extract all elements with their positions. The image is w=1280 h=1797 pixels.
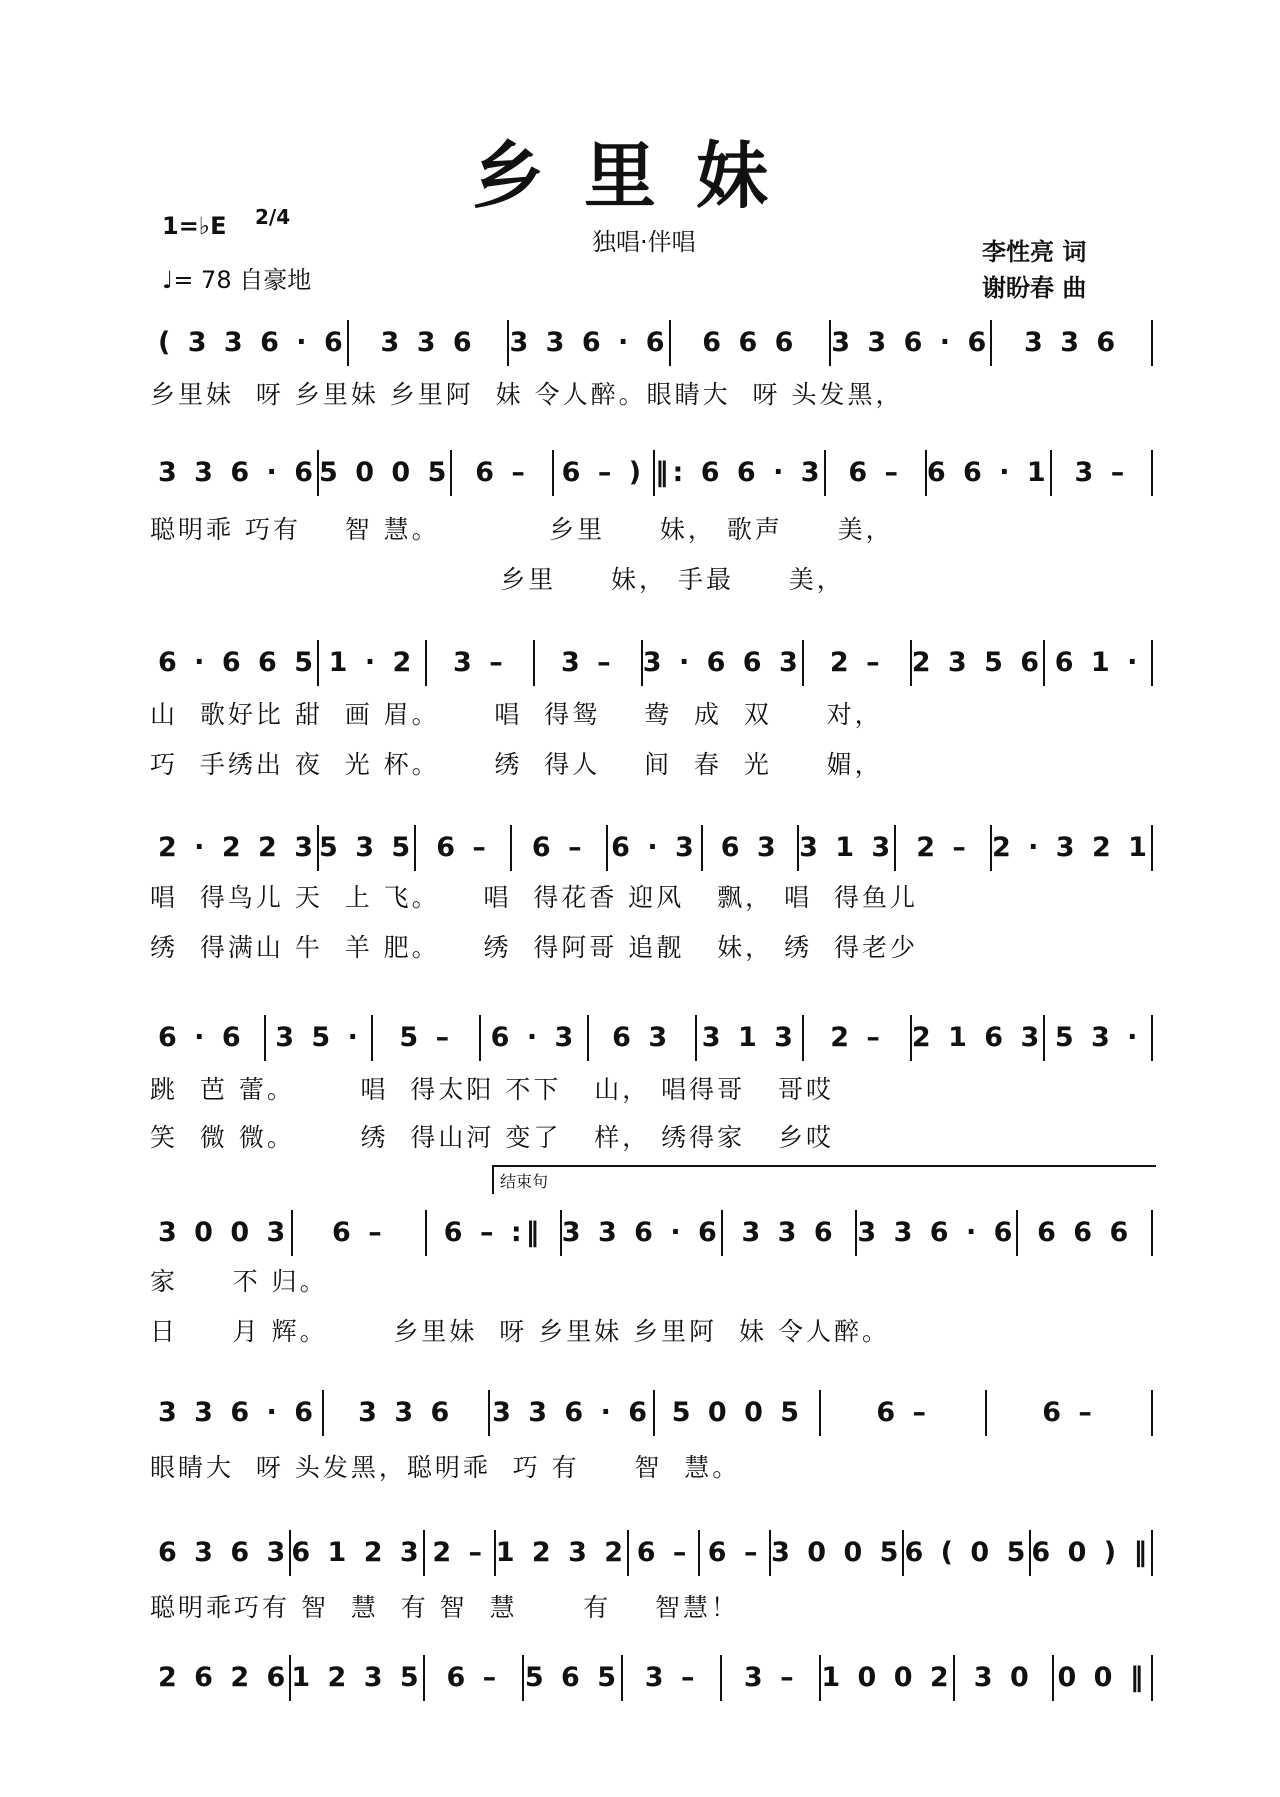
lyricist-credit: 李性亮 词 <box>982 238 1087 266</box>
measure: 6 – <box>987 1390 1153 1436</box>
lyric-line: 乡里 妹， 手最 美， <box>150 565 845 594</box>
measure: 6 · 3 <box>608 825 704 871</box>
measure: 1 2 3 5 <box>291 1655 424 1701</box>
lyric-line: 乡里妹 呀 乡里妹 乡里阿 妹 令人醉。眼睛大 呀 头发黑， <box>150 380 904 409</box>
measure: 1 · 2 <box>319 640 427 686</box>
measure: 2 – <box>804 640 912 686</box>
tempo-marking: ♩= 78 自豪地 <box>162 266 312 294</box>
measure: 6 1 · <box>1045 640 1153 686</box>
measure: 6 – :‖ <box>427 1210 562 1256</box>
measure: 3 – <box>623 1655 722 1701</box>
lyric-line: 聪明乖 巧有 智 慧。 乡里 妹， 歌声 美， <box>150 515 894 544</box>
measure: 3 3 6 <box>723 1210 858 1256</box>
measure: 6 · 6 6 5 <box>158 640 319 686</box>
measure: 3 3 6 · 6 <box>831 320 992 366</box>
measure: 3 3 6 · 6 <box>857 1210 1018 1256</box>
measure: 3 1 3 <box>697 1015 805 1061</box>
measure: 3 3 6 <box>324 1390 490 1436</box>
measure: 6 3 6 3 <box>158 1530 291 1576</box>
measure: 2 – <box>804 1015 912 1061</box>
measure: ( 3 3 6 · 6 <box>158 320 349 366</box>
measure: 2 · 2 2 3 <box>158 825 319 871</box>
composer-credit: 谢盼春 曲 <box>982 274 1087 302</box>
measure: 2 6 2 6 <box>158 1655 291 1701</box>
measure: 2 – <box>425 1530 496 1576</box>
measure: 1 2 3 2 <box>496 1530 629 1576</box>
notation-row <box>158 1530 1153 1576</box>
measure: 2 3 5 6 <box>912 640 1045 686</box>
lyric-line: 跳 芭 蕾。 唱 得太阳 不下 山， 唱得哥 哥哎 <box>150 1075 834 1104</box>
measure: 2 1 6 3 <box>912 1015 1045 1061</box>
measure: 3 3 6 · 6 <box>158 450 319 496</box>
measure: 6 6 6 <box>671 320 832 366</box>
notation-row <box>158 825 1153 871</box>
notation-row <box>158 1210 1153 1256</box>
measure: ‖: 6 6 · 3 <box>655 450 826 496</box>
measure: 6 – ) <box>554 450 655 496</box>
measure: 5 3 5 <box>319 825 416 871</box>
measure: 6 – <box>293 1210 428 1256</box>
song-title: 乡里妹 <box>471 133 808 218</box>
measure: 3 0 <box>955 1655 1054 1701</box>
measure: 5 – <box>373 1015 481 1061</box>
measure: 2 – <box>896 825 992 871</box>
notation-row <box>158 450 1153 496</box>
measure: 6 6 · 1 <box>927 450 1052 496</box>
measure: 2 · 3 2 1 <box>992 825 1153 871</box>
measure: 5 0 0 5 <box>319 450 452 496</box>
measure: 3 3 6 · 6 <box>158 1390 324 1436</box>
measure: 6 – <box>700 1530 771 1576</box>
measure: 6 · 6 <box>158 1015 266 1061</box>
measure: 6 – <box>452 450 553 496</box>
measure: 3 – <box>722 1655 821 1701</box>
measure: 5 6 5 <box>524 1655 623 1701</box>
lyric-line: 日 月 辉。 乡里妹 呀 乡里妹 乡里阿 妹 令人醉。 <box>150 1317 890 1346</box>
lyric-line: 家 不 归。 <box>150 1267 328 1296</box>
notation-row <box>158 1015 1153 1061</box>
measure: 6 ( 0 5 <box>904 1530 1031 1576</box>
measure: 6 0 ) ‖ <box>1031 1530 1153 1576</box>
key-signature: 1=♭E <box>162 212 227 240</box>
measure: 3 0 0 5 <box>771 1530 904 1576</box>
lyric-line: 巧 手绣出 夜 光 杯。 绣 得人 间 春 光 媚， <box>150 750 883 779</box>
notation-row <box>158 320 1153 366</box>
measure: 6 3 <box>589 1015 697 1061</box>
time-signature: 2/4 <box>255 205 291 229</box>
notation-row <box>158 1655 1153 1701</box>
lyric-line: 笑 微 微。 绣 得山河 变了 样， 绣得家 乡哎 <box>150 1123 834 1152</box>
measure: 3 · 6 6 3 <box>643 640 804 686</box>
measure: 6 · 3 <box>481 1015 589 1061</box>
measure: 3 3 6 · 6 <box>509 320 670 366</box>
measure: 6 – <box>629 1530 700 1576</box>
notation-row <box>158 1390 1153 1436</box>
measure: 3 1 3 <box>799 825 896 871</box>
measure: 5 0 0 5 <box>655 1390 821 1436</box>
measure: 6 3 <box>703 825 799 871</box>
measure: 6 – <box>425 1655 524 1701</box>
notation-row <box>158 640 1153 686</box>
measure: 3 – <box>1052 450 1153 496</box>
measure: 6 1 2 3 <box>291 1530 424 1576</box>
measure: 1 0 0 2 <box>821 1655 954 1701</box>
measure: 6 – <box>826 450 927 496</box>
measure: 6 – <box>512 825 608 871</box>
measure: 3 3 6 · 6 <box>490 1390 656 1436</box>
performance-style: 独唱·伴唱 <box>592 228 696 256</box>
measure: 3 3 6 <box>992 320 1153 366</box>
measure: 6 6 6 <box>1018 1210 1153 1256</box>
measure: 5 3 · <box>1045 1015 1153 1061</box>
lyric-line: 眼睛大 呀 头发黑，聪明乖 巧 有 智 慧。 <box>150 1453 741 1482</box>
measure: 3 5 · <box>266 1015 374 1061</box>
ending-phrase-label: 结束句 <box>492 1165 1156 1194</box>
measure: 3 0 0 3 <box>158 1210 293 1256</box>
measure: 0 0 ‖ <box>1054 1655 1153 1701</box>
measure: 3 3 6 · 6 <box>562 1210 723 1256</box>
measure: 6 – <box>821 1390 987 1436</box>
measure: 3 3 6 <box>349 320 510 366</box>
measure: 3 – <box>427 640 535 686</box>
lyric-line: 山 歌好比 甜 画 眉。 唱 得鸳 鸯 成 双 对， <box>150 700 883 729</box>
lyric-line: 唱 得鸟儿 天 上 飞。 唱 得花香 迎风 飘， 唱 得鱼儿 <box>150 883 918 912</box>
lyric-line: 绣 得满山 牛 羊 肥。 绣 得阿哥 追靓 妹， 绣 得老少 <box>150 933 918 962</box>
measure: 3 – <box>535 640 643 686</box>
measure: 6 – <box>416 825 512 871</box>
lyric-line: 聪明乖巧有 智 慧 有 智 慧 有 智慧！ <box>150 1593 740 1622</box>
